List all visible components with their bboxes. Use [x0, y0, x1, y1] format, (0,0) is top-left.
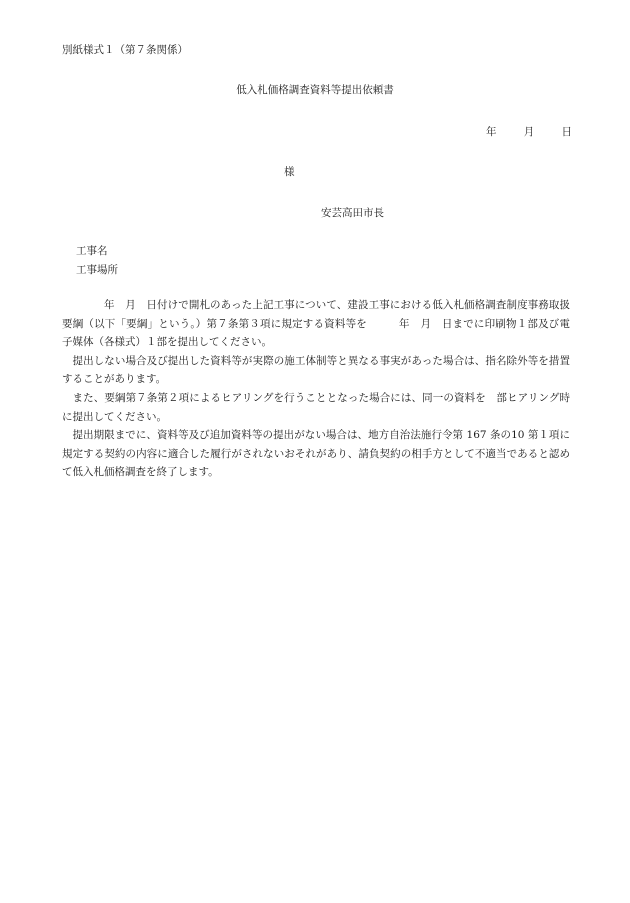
date-year: 年	[486, 126, 497, 138]
body-text	[62, 296, 570, 482]
work-name-label: 工事名	[76, 245, 108, 257]
date-line	[486, 125, 572, 139]
addressee: 様	[284, 166, 295, 178]
paragraph: 年 月 日付けで開札のあった上記工事について、建設工事における低入札価格調査制度事務取扱要綱（以下「要綱」という。）第７条第３項に規定する資料等を 年 月 日までに印刷物１部及び電子媒体（各様式）１部を提出してください。	[62, 299, 570, 349]
paragraph: 提出しない場合及び提出した資料等が実際の施工体制等と異なる事実があった場合は、指名除外等を措置することがあります。	[62, 354, 570, 386]
date-month: 月	[523, 126, 535, 138]
date-day: 日	[561, 126, 572, 138]
form-label: 別紙様式１（第７条関係）	[62, 44, 188, 56]
paragraph: 提出期限までに、資料等及び追加資料等の提出がない場合は、地方自治法施行令第 167 条の10 第１項に規定する契約の内容に適合した履行がされないおそれがあり、請負契約の相手方として不適当であると認めて低入札価格調査を終了します。	[62, 429, 570, 479]
paragraph: また、要綱第７条第２項によるヒアリングを行うこととなった場合には、同一の資料を 部ヒアリング時に提出してください。	[62, 391, 570, 423]
document-title: 低入札価格調査資料等提出依頼書	[236, 84, 394, 96]
issuer: 安芸高田市長	[321, 207, 384, 219]
work-place-label: 工事場所	[76, 264, 118, 276]
